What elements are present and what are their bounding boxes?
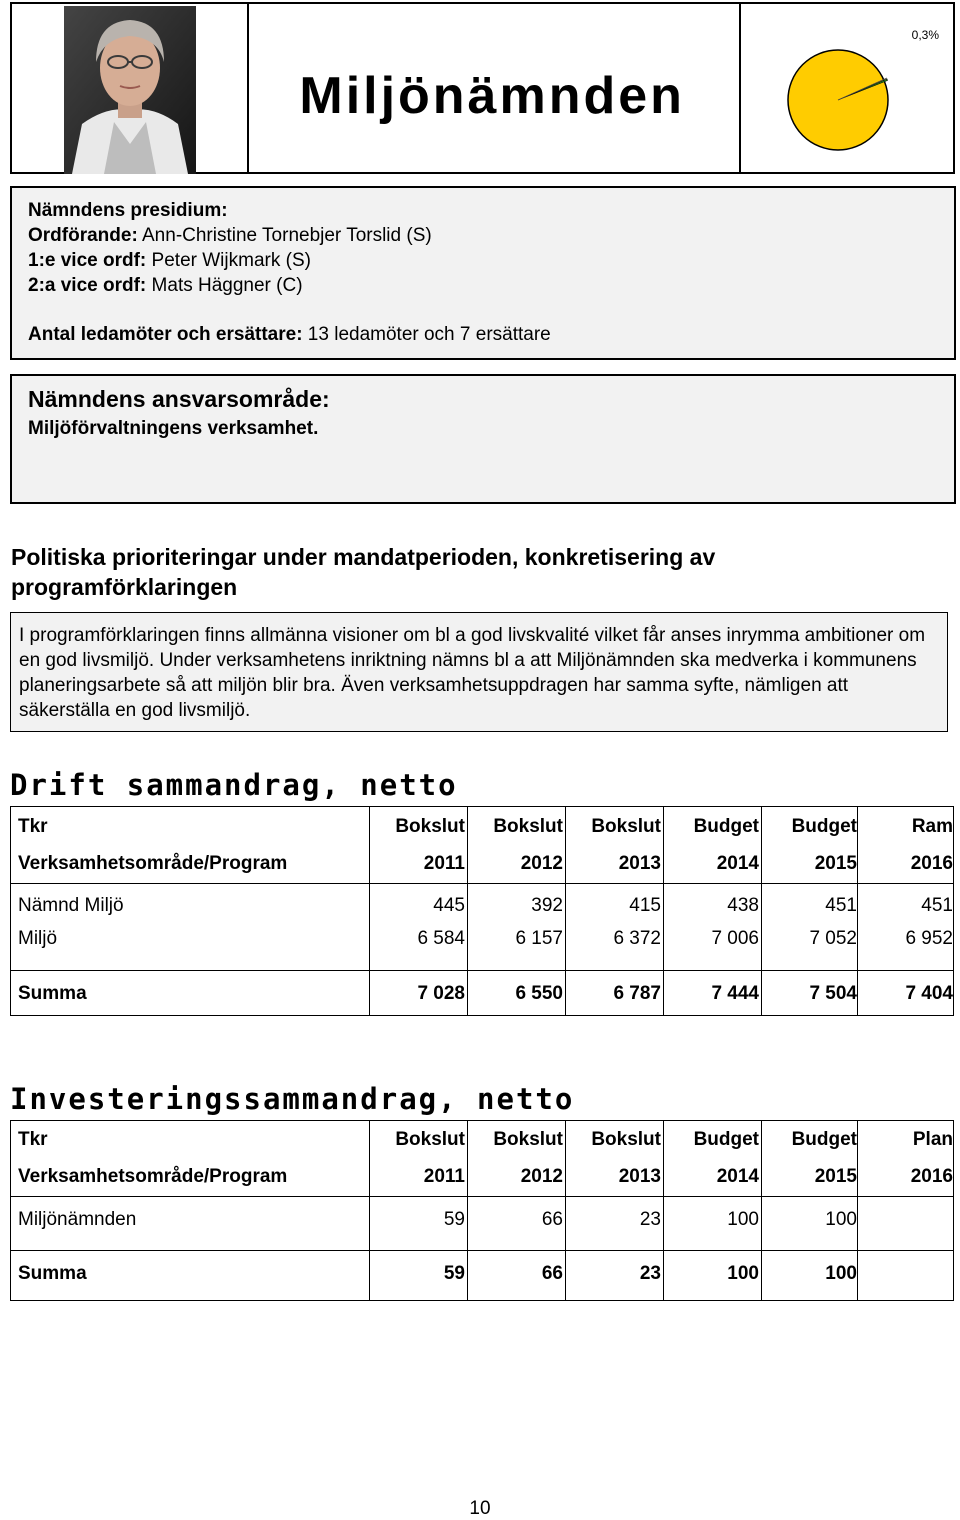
operations-summary-table — [10, 806, 954, 1016]
chairperson-photo — [12, 4, 249, 172]
table-column-divider — [857, 807, 858, 1015]
table-cell: 6 372 — [613, 928, 661, 949]
table-cell: 7 006 — [711, 928, 759, 949]
chair-line — [28, 225, 432, 247]
table-column-divider — [761, 1121, 762, 1300]
table-row-divider — [11, 883, 953, 884]
table-cell: 7 028 — [417, 983, 465, 1004]
budget-share-pie — [741, 4, 953, 172]
priorities-box — [10, 612, 948, 732]
table-cell: 2013 — [618, 853, 661, 874]
table-cell: 7 052 — [809, 928, 857, 949]
table-cell: Budget — [791, 1129, 857, 1150]
row-label: Tkr — [18, 816, 48, 837]
header — [10, 2, 955, 174]
row-label: Verksamhetsområde/Program — [18, 1166, 288, 1187]
table-cell: 7 504 — [809, 983, 857, 1004]
table-cell: 2015 — [814, 853, 857, 874]
table-cell: Bokslut — [395, 816, 465, 837]
table-cell: 59 — [443, 1209, 465, 1230]
table-cell: Budget — [693, 1129, 759, 1150]
investment-summary-title: Investeringssammandrag, netto — [10, 1082, 575, 1116]
responsibility-box — [10, 374, 956, 504]
table-column-divider — [369, 1121, 370, 1300]
table-cell: 6 952 — [905, 928, 953, 949]
investment-summary-table — [10, 1120, 954, 1301]
page-number: 10 — [469, 1498, 491, 1519]
table-cell: Bokslut — [591, 816, 661, 837]
table-cell: 66 — [541, 1263, 563, 1284]
table-cell: 445 — [433, 895, 465, 916]
table-cell: Bokslut — [591, 1129, 661, 1150]
priorities-text: I programförklaringen finns allmänna visioner om bl a god livskvalité vilket får anses inrymma ambitioner om en god livsmiljö. Under verksamhetens inriktning nämns bl a att Miljönämnden ska medverka i kommunens planeringsarbete så att miljön blir bra. Även verksamhetsuppdragen har samma syfte, nämligen att säkerställa en god livsmiljö. — [19, 625, 926, 721]
vice2-line — [28, 275, 303, 297]
table-column-divider — [467, 807, 468, 1015]
table-cell: 6 787 — [613, 983, 661, 1004]
table-cell: 438 — [727, 895, 759, 916]
row-label: Verksamhetsområde/Program — [18, 853, 288, 874]
vice1-line — [28, 250, 311, 272]
vice2-value: Mats Häggner (C) — [146, 275, 303, 296]
table-column-divider — [663, 807, 664, 1015]
table-cell: 415 — [629, 895, 661, 916]
table-cell: 2011 — [423, 853, 465, 874]
pie-percent-label: 0,3% — [911, 28, 939, 42]
table-cell: 2011 — [423, 1166, 465, 1187]
table-cell: 2016 — [910, 1166, 953, 1187]
table-row-divider — [11, 970, 953, 971]
table-cell: Bokslut — [395, 1129, 465, 1150]
table-cell: 23 — [639, 1209, 661, 1230]
table-cell: Bokslut — [493, 1129, 563, 1150]
table-cell: 7 444 — [711, 983, 759, 1004]
presidium-box — [10, 186, 956, 360]
row-label: Summa — [18, 983, 87, 1004]
row-label: Summa — [18, 1263, 87, 1284]
members-value: 13 ledamöter och 7 ersättare — [302, 324, 551, 345]
table-column-divider — [467, 1121, 468, 1300]
table-cell: Ram — [911, 816, 953, 837]
table-row-divider — [11, 1196, 953, 1197]
table-column-divider — [857, 1121, 858, 1300]
title-panel — [249, 4, 741, 172]
chair-label: Ordförande: — [28, 225, 138, 246]
table-column-divider — [565, 1121, 566, 1300]
table-column-divider — [369, 807, 370, 1015]
operations-summary-title: Drift sammandrag, netto — [10, 768, 458, 802]
table-cell: 6 550 — [515, 983, 563, 1004]
responsibility-heading: Nämndens ansvarsområde: — [28, 386, 330, 412]
portrait-image — [12, 4, 247, 174]
table-cell: 2014 — [716, 853, 759, 874]
table-cell: Plan — [912, 1129, 953, 1150]
members-label: Antal ledamöter och ersättare: — [28, 324, 303, 345]
table-cell: Budget — [693, 816, 759, 837]
table-cell: 2012 — [520, 1166, 563, 1187]
row-label: Nämnd Miljö — [18, 895, 124, 916]
table-cell: 100 — [727, 1209, 759, 1230]
presidium-heading: Nämndens presidium: — [28, 200, 228, 221]
table-cell: 23 — [639, 1263, 661, 1284]
vice2-label: 2:a vice ordf: — [28, 275, 147, 296]
table-cell: Budget — [791, 816, 857, 837]
vice1-label: 1:e vice ordf: — [28, 250, 147, 271]
table-cell: 66 — [541, 1209, 563, 1230]
responsibility-text: Miljöförvaltningens verksamhet. — [28, 418, 319, 439]
table-cell: 2016 — [910, 853, 953, 874]
table-cell: Bokslut — [493, 816, 563, 837]
table-cell: 2015 — [814, 1166, 857, 1187]
row-label: Miljönämnden — [18, 1209, 137, 1230]
table-cell: 2013 — [618, 1166, 661, 1187]
table-cell: 100 — [825, 1209, 857, 1230]
table-cell: 451 — [825, 895, 857, 916]
page-title: Miljönämnden — [299, 67, 685, 125]
vice1-value: Peter Wijkmark (S) — [146, 250, 311, 271]
table-column-divider — [565, 807, 566, 1015]
table-cell: 7 404 — [905, 983, 953, 1004]
table-cell: 392 — [531, 895, 563, 916]
table-cell: 2012 — [520, 853, 563, 874]
row-label: Tkr — [18, 1129, 48, 1150]
table-cell: 100 — [825, 1263, 857, 1284]
table-column-divider — [761, 807, 762, 1015]
table-cell: 451 — [921, 895, 953, 916]
row-label: Miljö — [18, 928, 58, 949]
table-cell: 100 — [727, 1263, 759, 1284]
table-cell: 6 157 — [515, 928, 563, 949]
table-cell: 2014 — [716, 1166, 759, 1187]
members-line — [28, 324, 551, 346]
table-column-divider — [663, 1121, 664, 1300]
table-row-divider — [11, 1250, 953, 1251]
priorities-heading: Politiska prioriteringar under mandatperioden, konkretisering av programförklaringen — [11, 544, 716, 600]
table-cell: 6 584 — [417, 928, 465, 949]
chair-value: Ann-Christine Tornebjer Torslid (S) — [137, 225, 432, 246]
table-cell: 59 — [443, 1263, 465, 1284]
